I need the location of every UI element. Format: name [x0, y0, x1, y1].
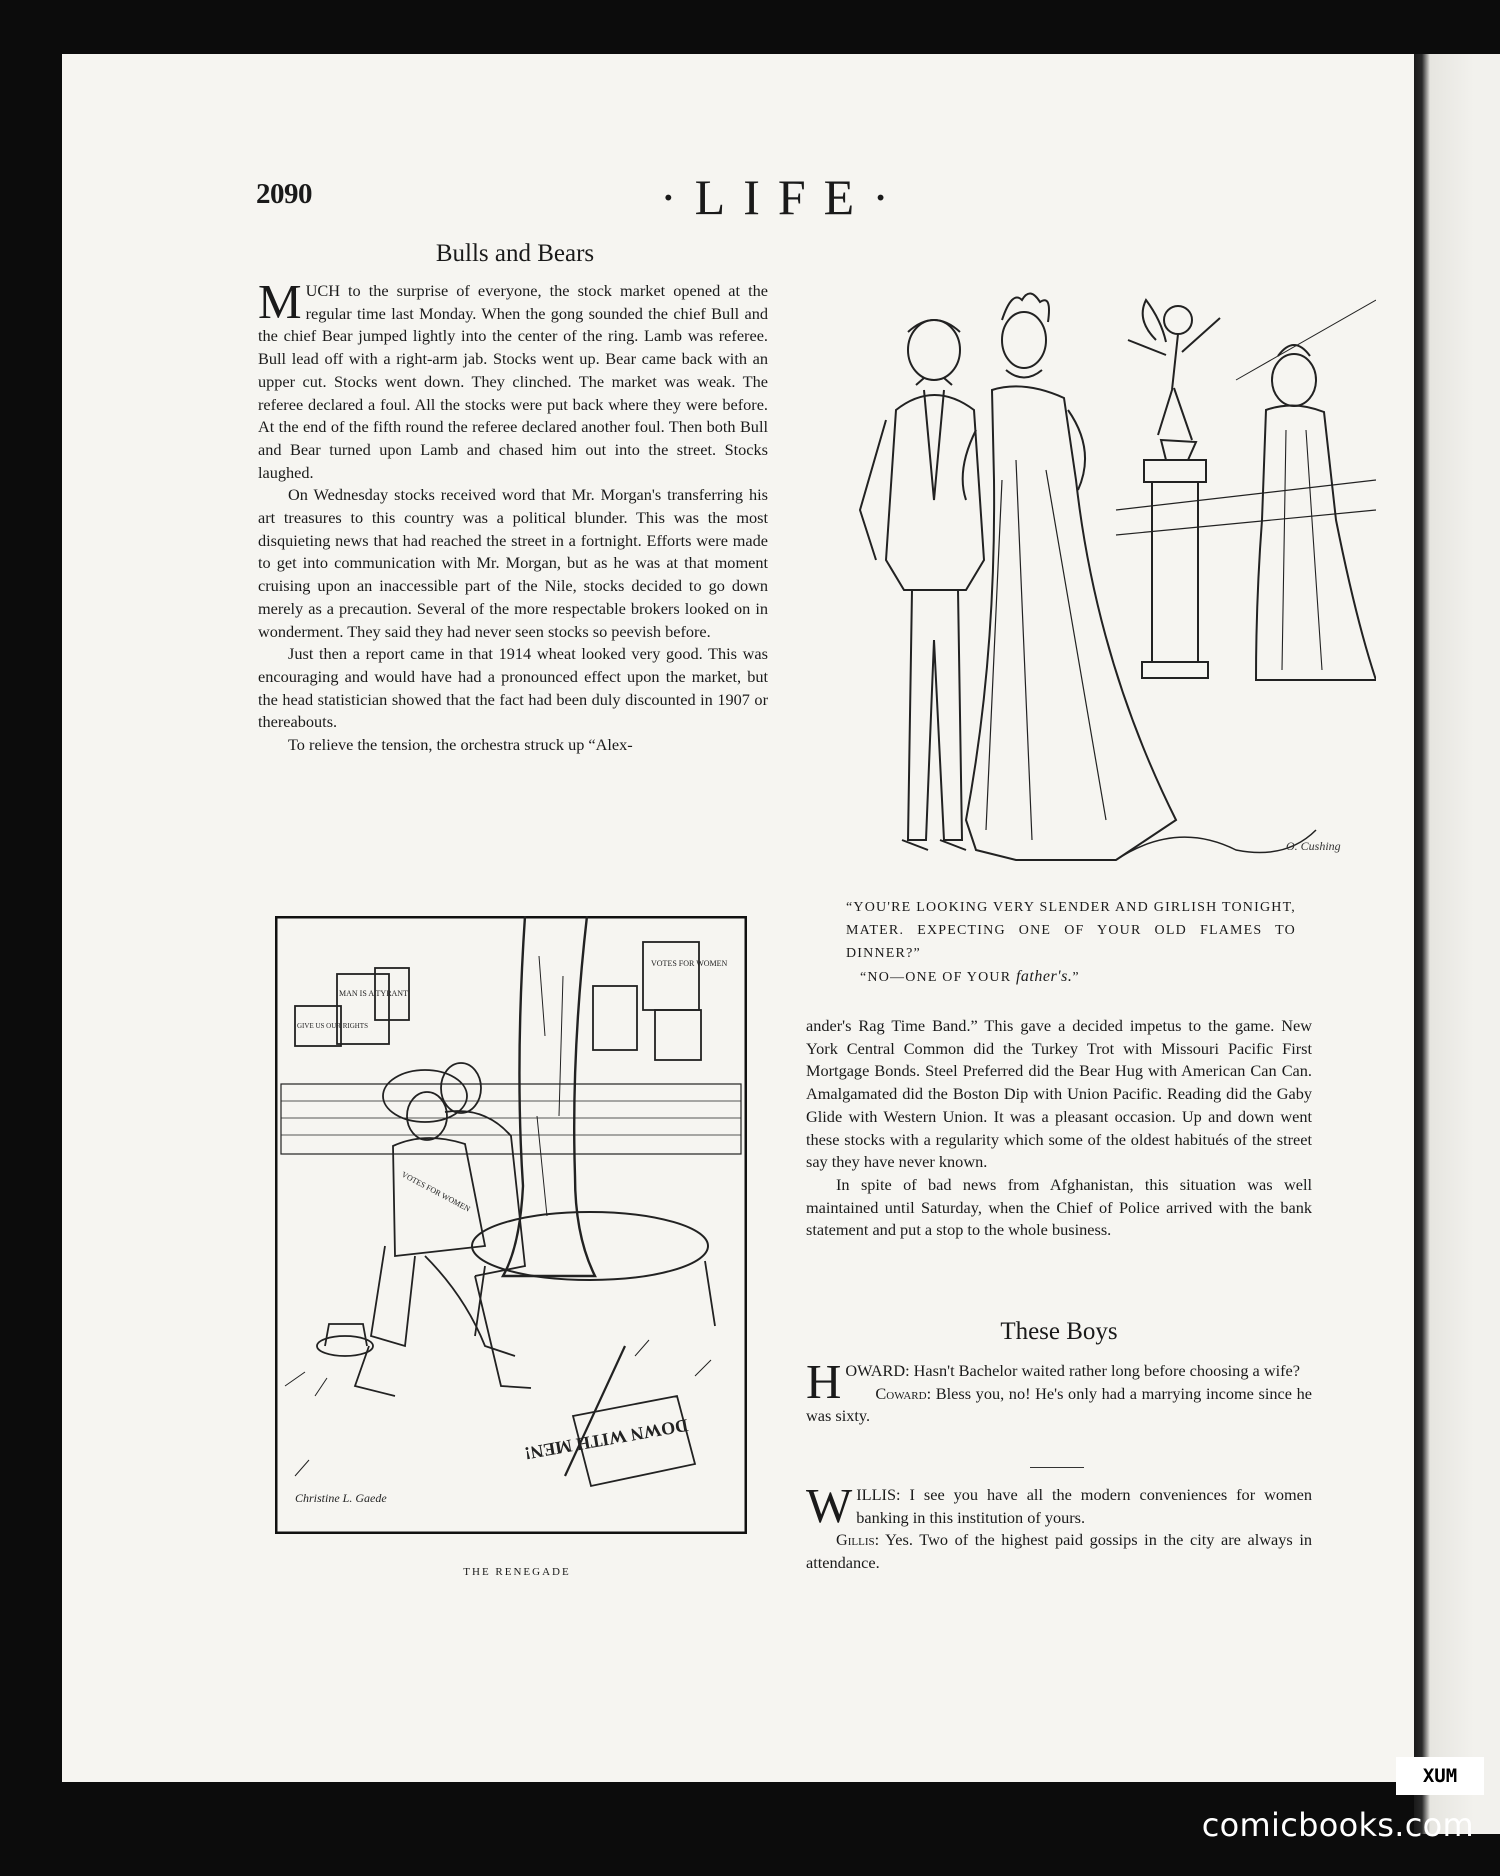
sign-man-is-tyrant: MAN IS A TYRANT	[339, 989, 408, 998]
drop-cap-w: W	[806, 1478, 853, 1533]
cartoon-caption	[846, 896, 1296, 989]
dialogue-howard-coward	[806, 1354, 1312, 1428]
suffrage-sash: VOTES FOR WOMEN	[400, 1169, 472, 1214]
site-watermark: comicbooks.com	[1201, 1806, 1474, 1844]
cartoon-signature: O. Cushing	[1286, 839, 1341, 853]
masthead: ·LIFE·	[660, 169, 907, 225]
scan-badge: XUM	[1396, 1757, 1484, 1795]
sign-give-rights: GIVE US OUR RIGHTS	[297, 1022, 368, 1030]
drop-cap-h: H	[806, 1354, 842, 1409]
paragraph-5: In spite of bad news from Afghanistan, this situation was well maintained until Saturday, when the Chief of Police arrived with the bank statement and put a stop to the whole business.	[806, 1174, 1312, 1240]
sign-down-with-men: DOWN WITH MEN!	[522, 1415, 690, 1464]
page-number: 2090	[256, 178, 312, 210]
renegade-caption: THE RENEGADE	[463, 1566, 571, 1578]
renegade-cartoon-illustration	[275, 916, 747, 1534]
article-title-these-boys: These Boys	[1000, 1318, 1118, 1345]
dialogue-coward: Coward: Bless you, no! He's only had a marrying income since he was sixty.	[806, 1383, 1312, 1426]
dialogue-howard: HOWARD: Hasn't Bachelor waited rather long before choosing a wife?	[806, 1354, 1300, 1409]
society-cartoon-illustration	[816, 260, 1376, 870]
paragraph-2: On Wednesday stocks received word that Mr. Morgan's transferring his art treasures to this country was a political blunder. This was the most disquieting news that had reached the street in a fortnight. Efforts were made to get into communication with Mr. Morgan, but as he was at that moment cruising upon an inaccessible part of the Nile, stocks decided to go down merely as a precaution. Several of the more respectable brokers looked on in wonderment. They said they had never seen stocks so peevish before.	[258, 485, 768, 641]
sign-votes-for-women: VOTES FOR WOMEN	[651, 959, 728, 968]
section-divider	[1030, 1467, 1084, 1468]
caption-answer: “NO—ONE OF YOUR father's.”	[860, 968, 1080, 985]
dialogue-willis-gillis	[806, 1478, 1312, 1575]
caption-question: “YOU'RE LOOKING VERY SLENDER AND GIRLISH TONIGHT, MATER. EXPECTING ONE OF YOUR OLD FLAMES TO DINNER?”	[846, 900, 1296, 961]
paragraph-1: MUCH to the surprise of everyone, the stock market opened at the regular time last Monday. When the gong sounded the chief Bull and the chief Bear jumped lightly into the center of the ring. Lamb was referee. Bull lead off with a right-arm jab. Stocks went up. Bear came back with an upper cut. Stocks went down. They clinched. The market was weak. The referee declared a foul. All the stocks were put back where they were before. At the end of the fifth round the referee declared another foul. Then both Bull and Bear turned upon Lamb and chased him out into the street. Stocks laughed.	[258, 274, 768, 482]
paragraph-4: To relieve the tension, the orchestra struck up “Alex-	[288, 735, 633, 755]
dialogue-gillis: Gillis: Yes. Two of the highest paid gossips in the city are always in attendance.	[806, 1530, 1312, 1573]
paragraph-3: Just then a report came in that 1914 wheat looked very good. This was encouraging and would have had a pronounced effect upon the market, but the head statistician showed that the fact had been duly discounted in 1907 or thereabouts.	[258, 644, 768, 732]
article-column-left	[258, 274, 768, 757]
article-column-right-continued	[806, 1015, 1312, 1242]
drop-cap: M	[258, 274, 302, 329]
dialogue-willis: WILLIS: I see you have all the modern conveniences for women banking in this institution of yours.	[806, 1478, 1312, 1533]
cartoon-artist-signature: Christine L. Gaede	[295, 1491, 387, 1505]
facing-page-edge	[1414, 54, 1500, 1834]
paragraph-continued: ander's Rag Time Band.” This gave a decided impetus to the game. New York Central Common did the Turkey Trot with Missouri Pacific First Mortgage Bonds. Steel Preferred did the Bear Hug with American Can Can. Amalgamated did the Boston Dip with Union Pacific. Reading did the Gaby Glide with Western Union. It was a pleasant occasion. Up and down went these stocks with a regularity which some of the oldest habitués of the street say they have never known.	[806, 1016, 1312, 1172]
article-title-bulls-and-bears: Bulls and Bears	[435, 240, 595, 267]
